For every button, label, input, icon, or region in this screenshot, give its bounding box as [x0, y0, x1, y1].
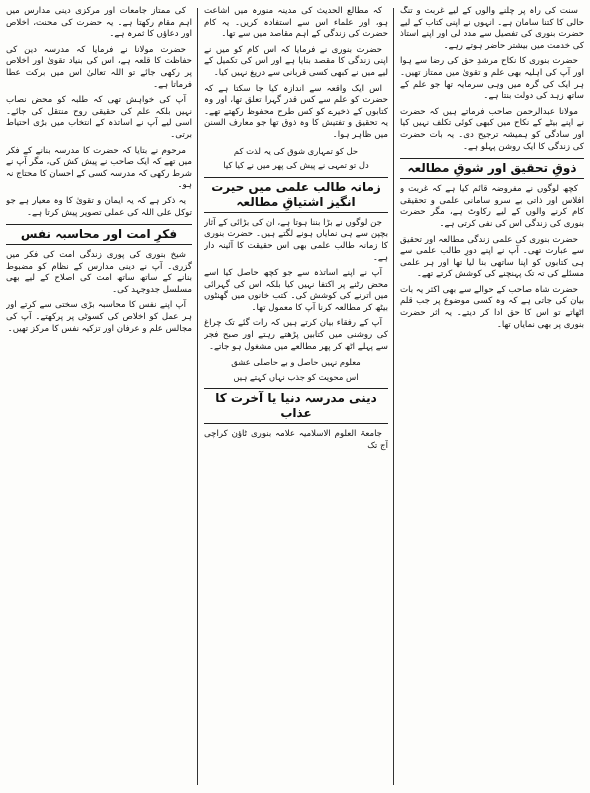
paragraph: کہ مطالع الحدیث کی مدینہ منورہ میں اشاعت ہو، اور علماء اس سے استفادہ کریں۔ یہ کام حضرت کی زندگی کے اہم مقاصد میں سے تھا۔: [204, 6, 388, 40]
newspaper-page: [6, 6, 584, 787]
section-heading: فکرِ امت اور محاسبہ نفس: [6, 224, 192, 245]
section-heading: ذوقِ تحقیق اور شوقِ مطالعہ: [400, 158, 584, 179]
paragraph: جامعۃ العلوم الاسلامیہ علامہ بنوری ٹاؤن کراچی آج تک: [204, 429, 388, 452]
paragraph: آپ نے اپنے اساتذہ سے جو کچھ حاصل کیا اسے محض رٹنے پر اکتفا نہیں کیا بلکہ اس کی گہرائی میں اترنے کی کوشش کی۔ کتب خانوں میں گھنٹوں بیٹھ کر مطالعہ کرنا آپ کا معمول تھا۔: [204, 268, 388, 313]
verse-line: دل تو تمہی نے پیش کی پھر میں نے کیا کیا: [223, 160, 369, 171]
paragraph: آپ اپنے نفس کا محاسبہ بڑی سختی سے کرتے اور ہر عمل کو اخلاص کی کسوٹی پر پرکھتے۔ آپ کی مجالس علم و عرفان اور تزکیہ نفس کا مرکز تھیں۔: [6, 300, 192, 334]
paragraph: کچھ لوگوں نے مفروضہ قائم کیا ہے کہ غربت و افلاس اور ذاتی بے سرو سامانی علمی و تحقیقی کام کرنے والوں کے لیے رکاوٹ ہے، مگر حضرت بنوری کی زندگی اس کی نفی کرتی ہے۔: [400, 184, 584, 229]
paragraph: شیخ بنوری کی پوری زندگی امت کی فکر میں گزری۔ آپ نے دینی مدارس کے نظام کو مضبوط بنانے کے ساتھ ساتھ امت کی اصلاح کے لیے بھی مسلسل جدوجہد کی۔: [6, 250, 192, 295]
paragraph: مرحوم نے بتایا کہ حضرت کا مدرسہ بنانے کے فکر میں تھے کہ ایک صاحب نے پیش کش کی، مگر آپ نے شرط رکھی کہ مدرسہ کسی کے احسان کا محتاج نہ ہو۔: [6, 145, 192, 191]
verse-line: معلوم نہیں حاصل و بے حاصلی عشق: [231, 357, 361, 368]
paragraph: آپ کے رفقاء بیان کرتے ہیں کہ رات گئے تک چراغ کی روشنی میں کتابیں پڑھتے رہتے اور صبح فجر سے پہلے اٹھ کر پھر مطالعے میں مشغول ہو جاتے۔: [204, 318, 388, 352]
paragraph: حضرت شاہ صاحب کے حوالے سے بھی اکثر یہ بات بیان کی جاتی ہے کہ وہ کسی موضوع پر جب قلم اٹھاتے تو اس کا حق ادا کر دیتے۔ یہ اثر حضرت بنوری پر بھی نمایاں تھا۔: [400, 284, 584, 330]
paragraph: جن لوگوں نے بڑا بننا ہوتا ہے، ان کی بڑائی کے آثار بچپن سے ہی نمایاں ہونے لگتے ہیں۔ حضرت بنوری کا زمانہ طالب علمی بھی اس حقیقت کا آئینہ دار ہے۔: [204, 217, 388, 263]
section-heading: زمانہ طالب علمی میں حیرت انگیز اشتیاقِ مطالعہ: [204, 177, 388, 213]
column-divider: [393, 8, 394, 785]
section-heading: دینی مدرسہ دنیا یا آخرت کا عذاب: [204, 388, 388, 424]
text-column-1: [400, 6, 584, 787]
paragraph: اس ایک واقعہ سے اندازہ کیا جا سکتا ہے کہ حضرت کو علم سے کس قدر گہرا تعلق تھا، اور وہ کتابوں کے ذخیرے کو کس طرح محفوظ رکھتے تھے۔ یہ تحقیق و تفتیش کا وہ ذوق تھا جو معارف السنن میں ظاہر ہوا۔: [204, 83, 388, 140]
paragraph: حضرت مولانا نے فرمایا کہ مدرسہ دین کی حفاظت کا قلعہ ہے، اس کی بنیاد تقویٰ اور اخلاص پر رکھی جائے تو اللہ تعالیٰ اس میں برکت عطا فرماتا ہے۔: [6, 44, 192, 90]
paragraph: کی ممتاز جامعات اور مرکزی دینی مدارس میں اہم مقام رکھتا ہے۔ یہ حضرت کی محنت، اخلاص اور دعاؤں کا ثمرہ ہے۔: [6, 6, 192, 40]
paragraph: حضرت بنوری نے فرمایا کہ اس کام کو میں نے اپنی زندگی کا مقصد بنایا ہے اور اس کی تکمیل کے لیے میں نے کبھی کسی قربانی سے دریغ نہیں کیا۔: [204, 44, 388, 78]
paragraph: سنت کی راہ پر چلنے والوں کے لیے غربت و تنگ حالی کا کتنا سامان ہے۔ انہوں نے اپنی کتاب کے لیے حضرت بنوری کی تفصیل سے مدد لی اور اپنے استاذ کی خدمت میں بیشتر حاضر ہوتے رہے۔: [400, 6, 584, 51]
paragraph: یہ ذکر ہے کہ یہ ایمان و تقویٰ کا وہ معیار ہے جو توکل علی اللہ کی عملی تصویر پیش کرتا ہے۔: [6, 195, 192, 218]
paragraph: حضرت بنوری کی علمی زندگی مطالعہ اور تحقیق سے عبارت تھی۔ آپ نے اپنے دورِ طالب علمی سے ہی کتابوں کو اپنا ساتھی بنا لیا تھا اور ہر علمی مسئلے کی تہ تک پہنچنے کی کوشش کرتے تھے۔: [400, 234, 584, 280]
column-divider: [197, 8, 198, 785]
verse-line: حل کو تمہاری شوق کی یہ لذت کم: [233, 145, 359, 156]
text-column-3: [6, 6, 192, 787]
text-column-2: [204, 6, 388, 787]
paragraph: مولانا عبدالرحمن صاحب فرماتے ہیں کہ حضرت نے اپنے بیٹے کے نکاح میں کبھی کوئی تکلف نہیں کیا اور سادگی کو ہمیشہ ترجیح دی۔ یہ بات حضرت کی زندگی کا ایک روشن پہلو ہے۔: [400, 106, 584, 152]
paragraph: آپ کی خواہش تھی کہ طلبہ کو محض نصاب نہیں بلکہ علم کی حقیقی روح منتقل کی جائے۔ اسی لیے آپ نے اساتذہ کے انتخاب میں بڑی احتیاط برتی۔: [6, 95, 192, 140]
verse-line: اس محویت کو جذب نہاں کہتے ہیں: [233, 371, 359, 382]
paragraph: حضرت بنوری کا نکاح مرشدِ حق کی رضا سے ہوا اور آپ کی اہلیہ بھی علم و تقویٰ میں ممتاز تھیں۔ ہر ایک کی گرہ میں وہی سرمایہ تھا جو علم کے ساتھ زہد کی دولت بنتا ہے۔: [400, 56, 584, 102]
